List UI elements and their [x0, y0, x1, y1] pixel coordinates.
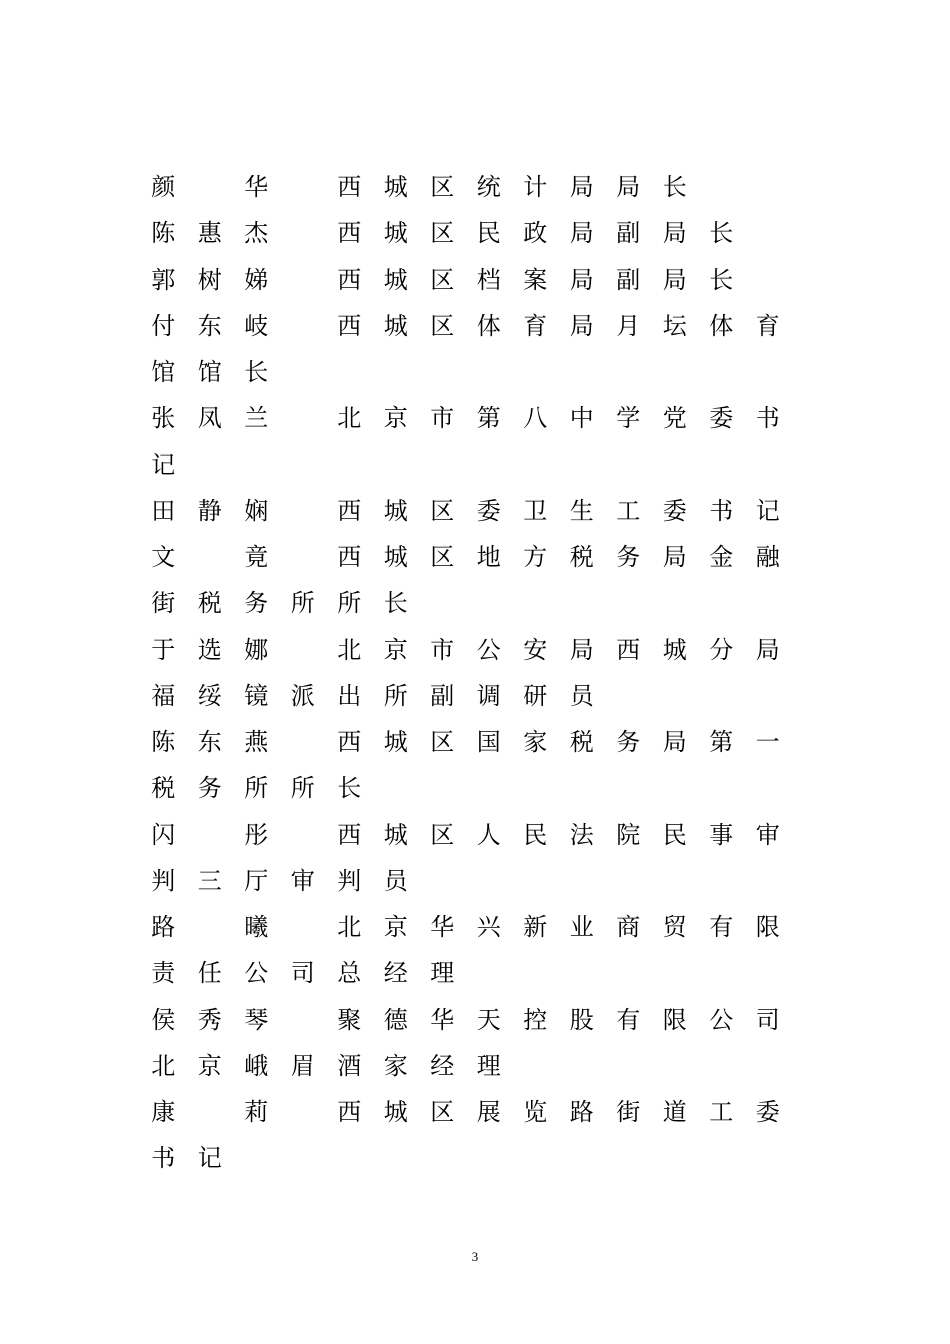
member-title-char: 长 [709, 265, 734, 294]
member-title-char: 出 [337, 681, 362, 710]
member-title-char: 股 [569, 1005, 594, 1034]
member-title-char: 总 [337, 959, 362, 988]
member-title-char: 西 [337, 219, 362, 248]
member-title-char: 体 [709, 311, 734, 340]
member-title-char: 党 [662, 404, 687, 433]
member-title-char: 记 [755, 496, 780, 525]
member-title-char: 税 [197, 589, 222, 618]
member-title-char: 览 [523, 1098, 548, 1126]
member-title-char: 国 [476, 728, 501, 756]
member-title-char: 区 [430, 265, 455, 294]
member-title-char: 城 [383, 265, 408, 294]
member-title-char: 北 [151, 1051, 176, 1080]
member-title-char: 控 [523, 1005, 548, 1034]
member-name-char: 彤 [244, 820, 269, 849]
member-name-char: 陈 [151, 728, 176, 756]
entry-line [140, 164, 800, 210]
member-title-char: 局 [662, 219, 687, 248]
member-title-char: 长 [337, 774, 362, 803]
member-title-char: 福 [151, 681, 176, 710]
member-title-char: 所 [244, 774, 269, 803]
member-title-char: 案 [523, 265, 548, 294]
member-title-char: 融 [755, 543, 780, 571]
member-title-char: 工 [709, 1098, 734, 1126]
member-title-char: 西 [337, 173, 362, 201]
member-title-char: 局 [569, 311, 594, 340]
member-title-char: 民 [476, 219, 501, 248]
member-title-char: 卫 [523, 496, 548, 525]
member-title-char: 三 [197, 866, 222, 895]
member-title-char: 厅 [244, 866, 269, 895]
member-name-char: 田 [151, 496, 176, 525]
member-title-char: 城 [383, 820, 408, 849]
entry-continuation-line [140, 673, 800, 719]
member-title-char: 馆 [151, 358, 176, 386]
member-title-char: 学 [616, 404, 641, 433]
member-title-char: 书 [755, 404, 780, 433]
entry-continuation-line [140, 1043, 800, 1089]
member-title-char: 书 [709, 496, 734, 525]
member-title-char: 京 [383, 404, 408, 433]
member-title-char: 区 [430, 496, 455, 525]
member-name-char: 闪 [151, 820, 176, 849]
member-title-char: 德 [383, 1005, 408, 1034]
member-title-char: 京 [383, 913, 408, 941]
entry-line [140, 210, 800, 256]
member-title-char: 理 [430, 959, 455, 988]
member-title-char: 限 [755, 913, 780, 941]
member-title-char: 审 [755, 820, 780, 849]
member-title-char: 限 [662, 1005, 687, 1034]
member-title-char: 区 [430, 219, 455, 248]
entry-line [140, 303, 800, 349]
member-title-char: 人 [476, 820, 501, 849]
member-name-char: 康 [151, 1098, 176, 1126]
member-title-char: 西 [337, 265, 362, 294]
member-title-char: 院 [616, 820, 641, 849]
member-name-char: 侯 [151, 1005, 176, 1034]
member-title-char: 西 [337, 728, 362, 756]
entry-line [140, 719, 800, 765]
member-title-char: 展 [476, 1098, 501, 1126]
member-name-char: 惠 [197, 219, 222, 248]
entry-line [140, 997, 800, 1043]
member-title-char: 调 [476, 681, 501, 710]
member-title-char: 长 [662, 173, 687, 201]
member-title-char: 局 [755, 635, 780, 664]
member-title-char: 市 [430, 635, 455, 664]
member-title-char: 民 [523, 820, 548, 849]
entry-continuation-line [140, 349, 800, 395]
member-name-char: 竟 [244, 543, 269, 571]
member-name-char: 文 [151, 543, 176, 571]
member-title-char: 记 [151, 450, 176, 479]
entry-line [140, 395, 800, 441]
member-title-char: 派 [290, 681, 315, 710]
member-title-char: 任 [197, 959, 222, 988]
member-title-char: 副 [616, 265, 641, 294]
member-name-char: 娜 [244, 635, 269, 664]
member-title-char: 华 [430, 1005, 455, 1034]
member-title-char: 生 [569, 496, 594, 525]
member-title-char: 务 [197, 774, 222, 803]
member-title-char: 地 [476, 543, 501, 571]
member-title-char: 绥 [197, 681, 222, 710]
member-title-char: 西 [337, 1098, 362, 1126]
member-title-char: 分 [709, 635, 734, 664]
member-name-char: 凤 [197, 404, 222, 433]
member-title-char: 华 [430, 913, 455, 941]
member-title-char: 北 [337, 635, 362, 664]
member-name-char: 岐 [244, 311, 269, 340]
member-title-char: 区 [430, 311, 455, 340]
member-title-char: 天 [476, 1005, 501, 1034]
member-name-char: 娣 [244, 265, 269, 294]
member-title-char: 统 [476, 173, 501, 201]
member-name-char: 燕 [244, 728, 269, 756]
member-list [140, 164, 800, 1182]
member-title-char: 西 [337, 496, 362, 525]
member-name-char: 陈 [151, 219, 176, 248]
member-title-char: 记 [197, 1144, 222, 1173]
member-title-char: 委 [755, 1098, 780, 1126]
member-name-char: 选 [197, 635, 222, 664]
member-title-char: 判 [337, 866, 362, 895]
member-title-char: 公 [709, 1005, 734, 1034]
member-title-char: 区 [430, 173, 455, 201]
member-title-char: 第 [709, 728, 734, 756]
member-title-char: 司 [755, 1005, 780, 1034]
member-title-char: 体 [476, 311, 501, 340]
member-title-char: 路 [569, 1098, 594, 1126]
member-name-char: 于 [151, 635, 176, 664]
member-title-char: 经 [430, 1051, 455, 1080]
member-name-char: 东 [197, 311, 222, 340]
member-title-char: 城 [383, 173, 408, 201]
member-title-char: 街 [151, 589, 176, 618]
member-title-char: 京 [197, 1051, 222, 1080]
member-title-char: 有 [616, 1005, 641, 1034]
member-name-char: 颜 [151, 173, 176, 201]
member-title-char: 西 [337, 820, 362, 849]
member-title-char: 司 [290, 959, 315, 988]
member-title-char: 务 [244, 589, 269, 618]
member-title-char: 长 [709, 219, 734, 248]
member-title-char: 副 [430, 681, 455, 710]
member-title-char: 兴 [476, 913, 501, 941]
member-title-char: 局 [662, 728, 687, 756]
member-title-char: 公 [244, 959, 269, 988]
member-title-char: 中 [569, 404, 594, 433]
member-title-char: 公 [476, 635, 501, 664]
member-title-char: 峨 [244, 1051, 269, 1080]
member-title-char: 所 [337, 589, 362, 618]
entry-line [140, 812, 800, 858]
member-title-char: 家 [523, 728, 548, 756]
member-title-char: 员 [569, 681, 594, 710]
entry-continuation-line [140, 442, 800, 488]
member-title-char: 西 [337, 543, 362, 571]
member-title-char: 局 [662, 543, 687, 571]
member-title-char: 眉 [290, 1051, 315, 1080]
member-title-char: 城 [383, 543, 408, 571]
page-number: 3 [471, 1249, 479, 1264]
member-title-char: 区 [430, 820, 455, 849]
member-title-char: 书 [151, 1144, 176, 1173]
member-name-char: 秀 [197, 1005, 222, 1034]
member-title-char: 经 [383, 959, 408, 988]
member-title-char: 局 [569, 173, 594, 201]
entry-line [140, 1089, 800, 1135]
member-title-char: 城 [662, 635, 687, 664]
member-title-char: 城 [383, 728, 408, 756]
member-title-char: 委 [476, 496, 501, 525]
member-title-char: 务 [616, 728, 641, 756]
member-title-char: 街 [616, 1098, 641, 1126]
member-title-char: 税 [151, 774, 176, 803]
member-title-char: 道 [662, 1098, 687, 1126]
member-title-char: 八 [523, 404, 548, 433]
member-title-char: 员 [383, 866, 408, 895]
member-title-char: 聚 [337, 1005, 362, 1034]
member-title-char: 委 [709, 404, 734, 433]
member-title-char: 局 [662, 265, 687, 294]
member-title-char: 计 [523, 173, 548, 201]
member-title-char: 局 [569, 635, 594, 664]
member-title-char: 所 [383, 681, 408, 710]
member-title-char: 局 [569, 265, 594, 294]
member-title-char: 区 [430, 728, 455, 756]
member-title-char: 区 [430, 1098, 455, 1126]
member-title-char: 第 [476, 404, 501, 433]
member-title-char: 民 [662, 820, 687, 849]
member-title-char: 判 [151, 866, 176, 895]
entry-continuation-line [140, 1135, 800, 1181]
member-title-char: 酒 [337, 1051, 362, 1080]
member-title-char: 月 [616, 311, 641, 340]
entry-line [140, 488, 800, 534]
member-title-char: 城 [383, 311, 408, 340]
member-title-char: 区 [430, 543, 455, 571]
member-title-char: 北 [337, 913, 362, 941]
member-title-char: 责 [151, 959, 176, 988]
member-title-char: 镜 [244, 681, 269, 710]
member-title-char: 局 [616, 173, 641, 201]
member-title-char: 贸 [662, 913, 687, 941]
entry-continuation-line [140, 765, 800, 811]
member-name-char: 东 [197, 728, 222, 756]
member-name-char: 静 [197, 496, 222, 525]
member-title-char: 政 [523, 219, 548, 248]
member-title-char: 事 [709, 820, 734, 849]
entry-continuation-line [140, 950, 800, 996]
member-name-char: 树 [197, 265, 222, 294]
member-title-char: 金 [709, 543, 734, 571]
member-title-char: 局 [569, 219, 594, 248]
member-name-char: 张 [151, 404, 176, 433]
member-title-char: 所 [290, 774, 315, 803]
member-title-char: 市 [430, 404, 455, 433]
member-title-char: 长 [383, 589, 408, 618]
entry-line [140, 534, 800, 580]
member-name-char: 莉 [244, 1098, 269, 1126]
member-title-char: 务 [616, 543, 641, 571]
member-name-char: 娴 [244, 496, 269, 525]
member-title-char: 工 [616, 496, 641, 525]
member-title-char: 理 [476, 1051, 501, 1080]
member-name-char: 琴 [244, 1005, 269, 1034]
member-title-char: 长 [244, 358, 269, 386]
member-name-char: 付 [151, 311, 176, 340]
member-title-char: 城 [383, 496, 408, 525]
member-name-char: 曦 [244, 913, 269, 941]
member-title-char: 委 [662, 496, 687, 525]
member-title-char: 研 [523, 681, 548, 710]
member-title-char: 业 [569, 913, 594, 941]
member-title-char: 法 [569, 820, 594, 849]
member-title-char: 育 [523, 311, 548, 340]
member-title-char: 一 [755, 728, 780, 756]
member-title-char: 育 [755, 311, 780, 340]
member-title-char: 税 [569, 543, 594, 571]
entry-line [140, 904, 800, 950]
member-name-char: 兰 [244, 404, 269, 433]
member-title-char: 家 [383, 1051, 408, 1080]
member-title-char: 商 [616, 913, 641, 941]
member-title-char: 档 [476, 265, 501, 294]
member-title-char: 西 [616, 635, 641, 664]
entry-line [140, 257, 800, 303]
member-title-char: 副 [616, 219, 641, 248]
member-title-char: 馆 [197, 358, 222, 386]
member-title-char: 坛 [662, 311, 687, 340]
entry-continuation-line [140, 858, 800, 904]
member-title-char: 所 [290, 589, 315, 618]
member-title-char: 北 [337, 404, 362, 433]
member-name-char: 杰 [244, 219, 269, 248]
member-name-char: 郭 [151, 265, 176, 294]
member-title-char: 城 [383, 1098, 408, 1126]
member-title-char: 方 [523, 543, 548, 571]
entry-line [140, 627, 800, 673]
member-title-char: 新 [523, 913, 548, 941]
member-name-char: 华 [244, 173, 269, 201]
entry-continuation-line [140, 580, 800, 626]
member-title-char: 税 [569, 728, 594, 756]
member-title-char: 京 [383, 635, 408, 664]
member-name-char: 路 [151, 913, 176, 941]
member-title-char: 有 [709, 913, 734, 941]
member-title-char: 安 [523, 635, 548, 664]
member-title-char: 城 [383, 219, 408, 248]
member-title-char: 西 [337, 311, 362, 340]
member-title-char: 审 [290, 866, 315, 895]
